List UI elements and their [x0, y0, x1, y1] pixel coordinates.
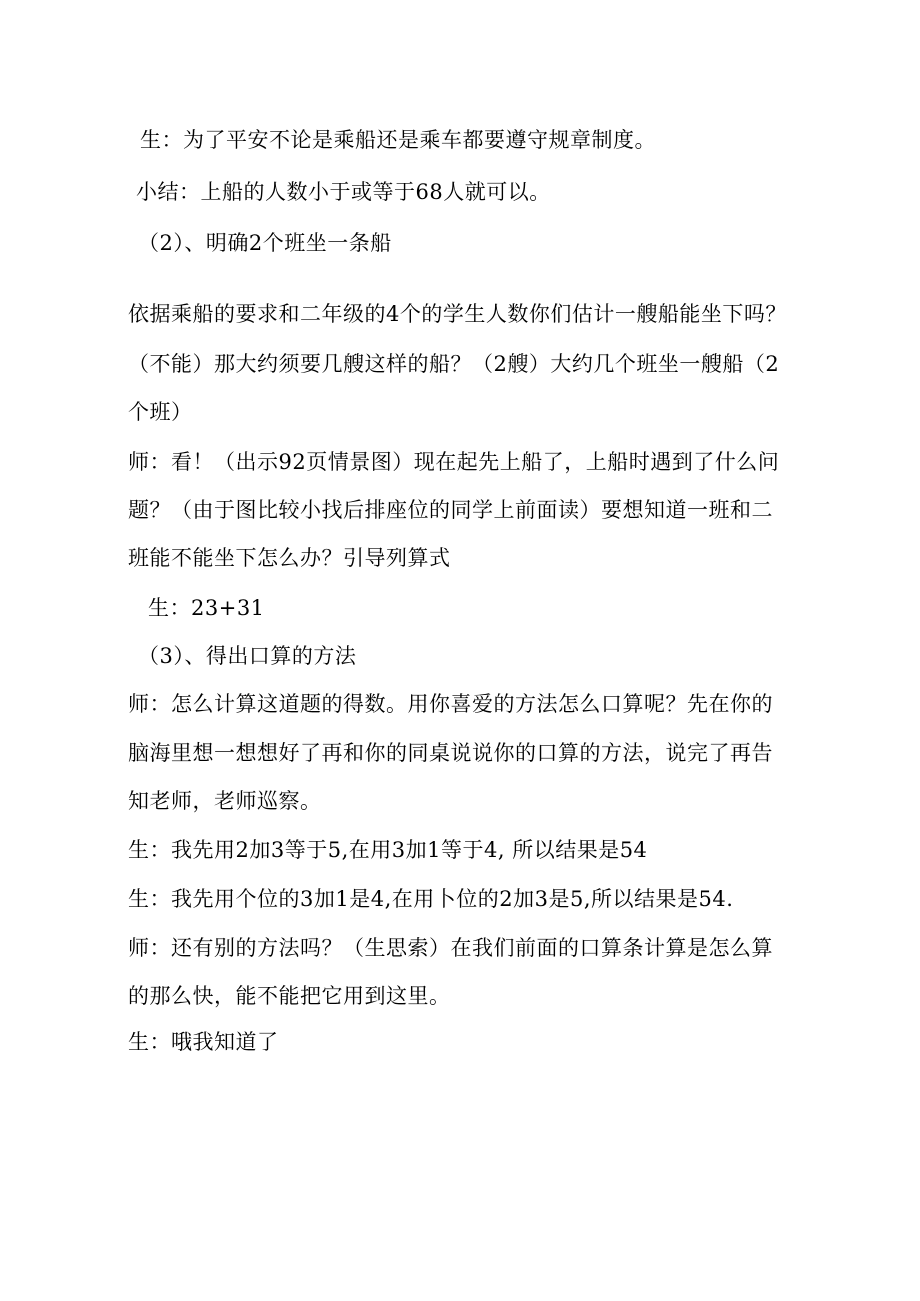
text-line: 的那么快，能不能把它用到这里。 [128, 984, 451, 1008]
text-line: 依据乘船的要求和二年级的4个的学生人数你们估计一艘船能坐下吗？ [128, 302, 787, 326]
text-line: 师：怎么计算这道题的得数。用你喜爱的方法怎么口算呢？先在你的 [128, 692, 773, 716]
text-line: 师：看！（出示92页情景图）现在起先上船了，上船时遇到了什么问 [128, 450, 780, 474]
text-line: 生：23+31 [148, 596, 265, 620]
text-line: 生：哦我知道了 [128, 1030, 279, 1054]
text-line: 生：为了平安不论是乘船还是乘车都要遵守规章制度。 [140, 128, 656, 152]
text-line: 题？（由于图比较小找后排座位的同学上前面读）要想知道一班和二 [128, 498, 773, 522]
text-line: 个班） [128, 400, 193, 424]
text-line: 脑海里想一想想好了再和你的同桌说说你的口算的方法，说完了再告 [128, 741, 773, 765]
text-line: 师：还有别的方法吗？（生思索）在我们前面的口算条计算是怎么算 [128, 936, 773, 960]
text-line: 知老师，老师巡察。 [128, 789, 322, 813]
text-line: 小结：上船的人数小于或等于68人就可以。 [136, 180, 551, 204]
text-line: 生：我先用个位的3加1是4,在用卜位的2加3是5,所以结果是54. [128, 887, 734, 911]
text-line: （不能）那大约须要几艘这样的船？（2艘）大约几个班坐一艘船（2 [128, 352, 780, 376]
section-heading: （2）、明确2个班坐一条船 [138, 231, 392, 255]
text-line: 班能不能坐下怎么办？引导列算式 [128, 546, 451, 570]
text-line: 生：我先用2加3等于5,在用3加1等于4, 所以结果是54 [128, 838, 648, 862]
section-heading: （3）、得出口算的方法 [138, 644, 357, 668]
